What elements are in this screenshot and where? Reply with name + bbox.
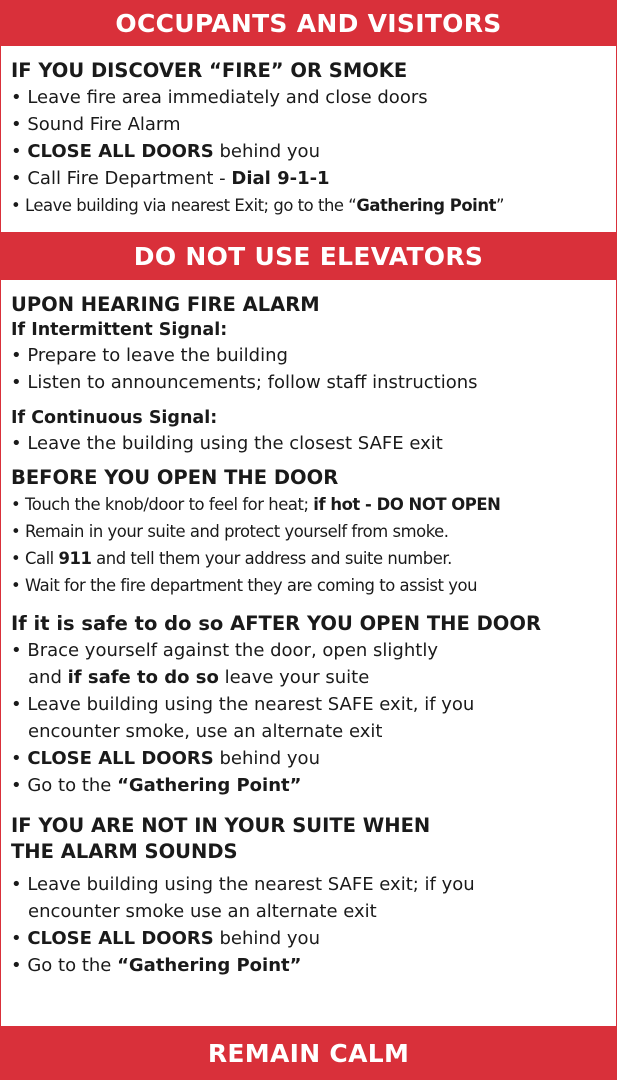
list-item: • Brace yourself against the door, open slightly and if safe to do so leave your suite — [11, 640, 438, 688]
discover-list — [1, 84, 616, 219]
discover-heading: IF YOU DISCOVER “FIRE” OR SMOKE — [11, 59, 408, 82]
continuous-list — [1, 430, 616, 457]
alarm-heading: UPON HEARING FIRE ALARM — [11, 293, 320, 316]
list-item: • Touch the knob/door to feel for heat; if hot - DO NOT OPEN — [11, 495, 501, 514]
intermittent-list — [1, 342, 616, 396]
list-item: • CLOSE ALL DOORS behind you — [11, 928, 320, 949]
list-item: • Wait for the fire department they are coming to assist you — [11, 576, 478, 595]
list-item: • Leave building using the nearest SAFE exit; if you encounter smoke use an alternate exit — [11, 874, 475, 922]
not-in-suite-list — [1, 871, 616, 979]
banner-title: DO NOT USE ELEVATORS — [133, 241, 484, 271]
list-item: • Remain in your suite and protect yourself from smoke. — [11, 522, 449, 541]
not-in-suite-heading: IF YOU ARE NOT IN YOUR SUITE WHEN THE ALARM SOUNDS — [11, 814, 431, 863]
list-item: • Prepare to leave the building — [11, 345, 288, 366]
list-item: • CLOSE ALL DOORS behind you — [11, 141, 320, 162]
list-item: • Leave fire area immediately and close doors — [11, 87, 428, 108]
after-door-heading: If it is safe to do so AFTER YOU OPEN THE DOOR — [11, 612, 541, 635]
list-item: • Sound Fire Alarm — [11, 114, 181, 135]
list-item: • Call 911 and tell them your address and suite number. — [11, 549, 452, 568]
list-item: • Leave the building using the closest SAFE exit — [11, 433, 443, 454]
intermittent-signal-label: If Intermittent Signal: — [11, 320, 228, 340]
section-fire-alarm-procedures — [0, 280, 617, 1026]
banner-title: REMAIN CALM — [207, 1038, 410, 1068]
list-item: • Call Fire Department - Dial 9-1-1 — [11, 168, 330, 189]
list-item: • Listen to announcements; follow staff instructions — [11, 372, 478, 393]
banner-title: OCCUPANTS AND VISITORS — [115, 8, 502, 38]
list-item: • Go to the “Gathering Point” — [11, 955, 302, 976]
section-discover-fire — [0, 46, 617, 232]
list-item: • Leave building using the nearest SAFE exit, if you encounter smoke, use an alternate exit — [11, 694, 475, 742]
after-door-list — [1, 637, 616, 799]
before-door-list — [1, 491, 616, 599]
list-item: • Leave building via nearest Exit; go to the “Gathering Point” — [11, 196, 504, 215]
before-door-heading: BEFORE YOU OPEN THE DOOR — [11, 466, 339, 489]
list-item: • CLOSE ALL DOORS behind you — [11, 748, 320, 769]
continuous-signal-label: If Continuous Signal: — [11, 408, 218, 428]
banner-occupants-and-visitors — [0, 0, 617, 46]
banner-remain-calm — [0, 1026, 617, 1080]
banner-do-not-use-elevators — [0, 232, 617, 280]
list-item: • Go to the “Gathering Point” — [11, 775, 302, 796]
